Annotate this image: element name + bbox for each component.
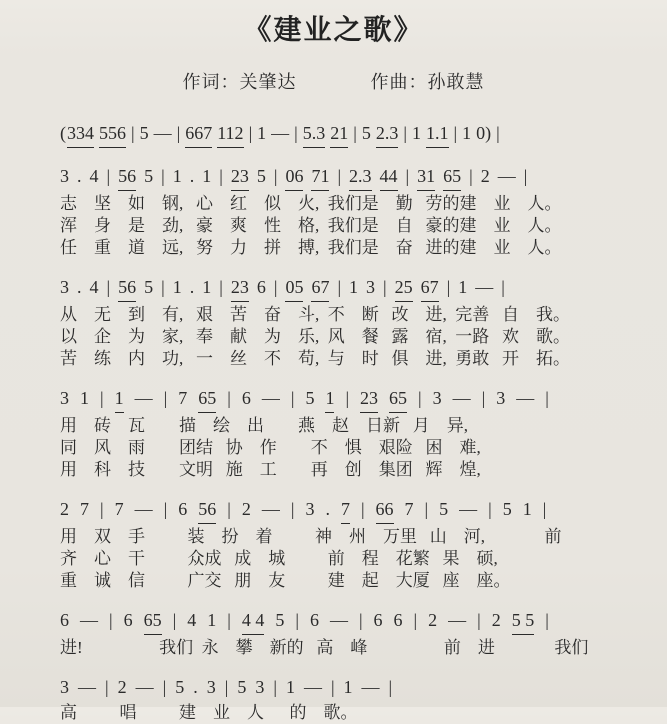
notation-line [60, 607, 667, 635]
barline: | [161, 277, 165, 297]
notation-line [60, 163, 667, 191]
note-token: 5 [144, 277, 154, 297]
barline: | [477, 610, 481, 630]
barline: | [219, 166, 223, 186]
barline: | [227, 499, 231, 519]
note-token: 56 [118, 163, 136, 191]
notation-line [60, 385, 667, 413]
barline: | [383, 277, 387, 297]
barline: | [273, 677, 277, 697]
barline: | [337, 166, 342, 186]
barline: | [496, 123, 500, 143]
note-token: 7 [178, 388, 188, 408]
barline: | [388, 677, 393, 697]
note-token: 5 [361, 123, 371, 143]
note-token: 6 [178, 499, 188, 519]
barline: | [405, 166, 410, 186]
note-token: 6 [393, 610, 403, 630]
note-token: 1 [522, 499, 532, 519]
note-token: . [77, 166, 82, 186]
note-token: 1 [172, 166, 182, 186]
lyric-line: 高 唱 建 业 人 的 歌。 [60, 703, 358, 722]
system-6 [60, 607, 667, 659]
lyric-line: 志 坚 如 钢, 心 红 似 火, 我们是 勤 劳的建 业 人。 [60, 194, 562, 213]
barline: | [100, 388, 104, 408]
note-token: 2 [117, 677, 127, 697]
barline: | [501, 277, 505, 297]
note-token: . [189, 277, 195, 297]
note-token: 3 [60, 388, 69, 408]
note-token: . [189, 166, 195, 186]
note-token: 44 [380, 163, 398, 191]
barline: | [545, 610, 549, 630]
note-token: . [193, 677, 198, 697]
note-token: 31 [417, 163, 435, 191]
note-token: 2 [480, 166, 490, 186]
note-token: 5 5 [512, 607, 535, 635]
note-token: 1 [115, 385, 124, 413]
barline: | [273, 166, 278, 186]
barline: | [330, 677, 335, 697]
lyric-line: 苦 练 内 功, 一 丝 不 苟, 与 时 俱 进, 勇敢 开 拓。 [60, 349, 570, 368]
note-token: 556 [99, 120, 126, 148]
note-token: 5.3 [303, 120, 326, 148]
system-7 [60, 674, 667, 724]
note-token: 65 [443, 163, 461, 191]
note-token: 3 [305, 499, 315, 519]
note-token: 56 [118, 274, 136, 302]
note-token: 65 [389, 385, 407, 413]
note-token: — [361, 677, 380, 697]
note-token: 1 [343, 677, 353, 697]
barline: | [424, 499, 429, 519]
lyric-line: 用 砖 瓦 描 绘 出 燕 赵 日新 月 异, [60, 416, 468, 435]
note-token: — [329, 610, 348, 630]
barline: | [469, 166, 473, 186]
note-token: — [261, 499, 280, 519]
lyric-line: 用 科 技 文明 施 工 再 创 集团 辉 煌, [60, 460, 481, 479]
barline: | [294, 123, 298, 143]
note-token: 67 [311, 274, 329, 302]
lyric-line: 任 重 道 远, 努 力 拼 搏, 我们是 奋 进的建 业 人。 [60, 238, 562, 257]
system-2 [60, 163, 667, 259]
lyric-line: 重 诚 信 广交 朋 友 建 起 大厦 座 座。 [60, 571, 511, 590]
note-token: 6 [256, 277, 266, 297]
note-token: 05 [285, 274, 303, 302]
notation-line [60, 496, 667, 524]
note-token: 3 [60, 677, 69, 697]
system-5 [60, 496, 667, 592]
barline: | [100, 499, 104, 519]
barline: | [290, 388, 295, 408]
barline: | [106, 166, 111, 186]
lyric-line: 用 双 手 装 扮 着 神 州 万里 山 河, 前 [60, 527, 562, 546]
lyric-line: 以 企 为 家, 奉 献 为 乐, 风 餐 露 宿, 一路 欢 歌。 [60, 327, 570, 346]
system-1 [60, 120, 667, 148]
note-token: 71 [311, 163, 329, 191]
note-token: 3 [366, 277, 376, 297]
lyric-line: 浑 身 是 劲, 豪 爽 性 格, 我们是 自 豪的建 业 人。 [60, 216, 562, 235]
barline: | [488, 499, 492, 519]
barline: | [290, 499, 295, 519]
barline: | [105, 677, 109, 697]
note-token: 5 [237, 677, 247, 697]
note-token: 5 [305, 388, 315, 408]
barline: | [418, 388, 422, 408]
system-3 [60, 274, 667, 370]
barline: | [163, 499, 168, 519]
barline: | [453, 123, 458, 143]
barline: | [131, 123, 135, 143]
note-token: — [516, 388, 535, 408]
barline: | [345, 388, 350, 408]
barline: | [273, 277, 278, 297]
note-token: — [78, 677, 96, 697]
note-token: 6 [373, 610, 383, 630]
note-token: 7 [80, 499, 89, 519]
note-token: ( [60, 123, 66, 143]
note-token: 2.3 [376, 120, 399, 148]
note-token: 0) [476, 123, 492, 143]
note-token: 21 [330, 120, 348, 148]
note-token: 667 [185, 120, 212, 148]
barline: | [224, 677, 229, 697]
note-token: 3 [60, 166, 69, 186]
note-token: 4 [187, 610, 197, 630]
barline: | [172, 610, 177, 630]
barline: | [542, 499, 547, 519]
note-token: — [153, 123, 172, 143]
song-title: 《建业之歌》 [243, 15, 424, 46]
note-token: 5 [502, 499, 512, 519]
barline: | [109, 610, 113, 630]
barline: | [162, 677, 167, 697]
lyricist-credit: 作词：关肇达 [182, 72, 297, 92]
note-token: 65 [198, 385, 216, 413]
note-token: 5 [439, 499, 449, 519]
note-token: 2 [241, 499, 251, 519]
lyric-line: 从 无 到 有, 艰 苦 奋 斗, 不 断 改 进, 完善 自 我。 [60, 305, 570, 324]
note-token: 1 [458, 277, 468, 297]
note-token: 3 [255, 677, 265, 697]
note-token: 1 [462, 123, 472, 143]
note-token: 1 [80, 388, 89, 408]
note-token: 4 4 [242, 607, 265, 635]
note-token: 1 [172, 277, 182, 297]
note-token: 1 [202, 277, 212, 297]
note-token: 2 [428, 610, 438, 630]
note-token: 1 [412, 123, 421, 143]
note-token: 2 [60, 499, 69, 519]
note-token: — [452, 388, 471, 408]
note-token: — [135, 677, 154, 697]
composer-credit: 作曲：孙敢慧 [370, 72, 485, 92]
lyric-line: 进! 我们 永 攀 新的 高 峰 前 进 我们 [60, 638, 589, 657]
note-token: 3 [60, 277, 69, 297]
note-token: 1 [202, 166, 212, 186]
barline: | [446, 277, 451, 297]
note-token: 1.1 [426, 120, 449, 148]
note-token: 1 [325, 385, 334, 413]
note-token: 5 [275, 610, 285, 630]
notation-line [60, 674, 667, 700]
lyric-line: 同 风 雨 团结 协 作 不 惧 艰险 困 难, [60, 438, 481, 457]
note-token: 3 [206, 677, 216, 697]
note-token: 1 [285, 677, 295, 697]
barline: | [106, 277, 111, 297]
note-token: 112 [217, 120, 243, 148]
note-token: 334 [67, 120, 94, 148]
note-token: 23 [231, 163, 249, 191]
note-token: 4 [89, 166, 99, 186]
note-token: — [448, 610, 467, 630]
note-token: 2.3 [349, 163, 372, 191]
note-token: 1 [349, 277, 359, 297]
note-token: 23 [360, 385, 378, 413]
note-token: 7 [114, 499, 124, 519]
note-token: 6 [309, 610, 319, 630]
note-token: 7 [404, 499, 414, 519]
note-token: 65 [144, 607, 162, 635]
note-token: 2 [491, 610, 501, 630]
score [0, 94, 667, 724]
note-token: 67 [421, 274, 439, 302]
note-token: — [80, 610, 98, 630]
note-token: — [261, 388, 280, 408]
note-token: 7 [341, 496, 350, 524]
note-token: 6 [60, 610, 69, 630]
note-token: — [134, 388, 153, 408]
system-4 [60, 385, 667, 481]
note-token: 5 [144, 166, 154, 186]
note-token: — [303, 677, 322, 697]
barline: | [360, 499, 365, 519]
barline: | [176, 123, 181, 143]
note-token: 25 [395, 274, 413, 302]
note-token: 4 [89, 277, 99, 297]
note-token: 66 [376, 496, 394, 524]
barline: | [353, 123, 357, 143]
note-token: — [271, 123, 290, 143]
notation-line [60, 274, 667, 302]
barline: | [227, 610, 231, 630]
note-token: 1 [207, 610, 217, 630]
note-token: 23 [231, 274, 249, 302]
note-token: 6 [123, 610, 133, 630]
note-token: 3 [432, 388, 442, 408]
note-token: . [77, 277, 82, 297]
barline: | [219, 277, 223, 297]
note-token: 56 [198, 496, 216, 524]
barline: | [161, 166, 165, 186]
note-token: 1 [257, 123, 267, 143]
note-token: — [475, 277, 494, 297]
note-token: 5 [175, 677, 185, 697]
lyric-line: 齐 心 干 众成 成 城 前 程 花繁 果 硕, [60, 549, 498, 568]
note-token: — [134, 499, 153, 519]
note-token: 5 [256, 166, 266, 186]
barline: | [523, 166, 528, 186]
barline: | [248, 123, 253, 143]
notation-line [60, 120, 667, 148]
barline: | [403, 123, 407, 143]
barline: | [295, 610, 299, 630]
note-token: 3 [496, 388, 506, 408]
barline: | [163, 388, 168, 408]
barline: | [358, 610, 363, 630]
note-token: 06 [285, 163, 303, 191]
note-token: . [325, 499, 330, 519]
barline: | [545, 388, 549, 408]
barline: | [337, 277, 342, 297]
credits [0, 68, 667, 94]
note-token: 5 [139, 123, 149, 143]
note-token: — [459, 499, 478, 519]
barline: | [481, 388, 486, 408]
barline: | [413, 610, 418, 630]
note-token: — [497, 166, 516, 186]
barline: | [227, 388, 231, 408]
note-token: 6 [241, 388, 251, 408]
